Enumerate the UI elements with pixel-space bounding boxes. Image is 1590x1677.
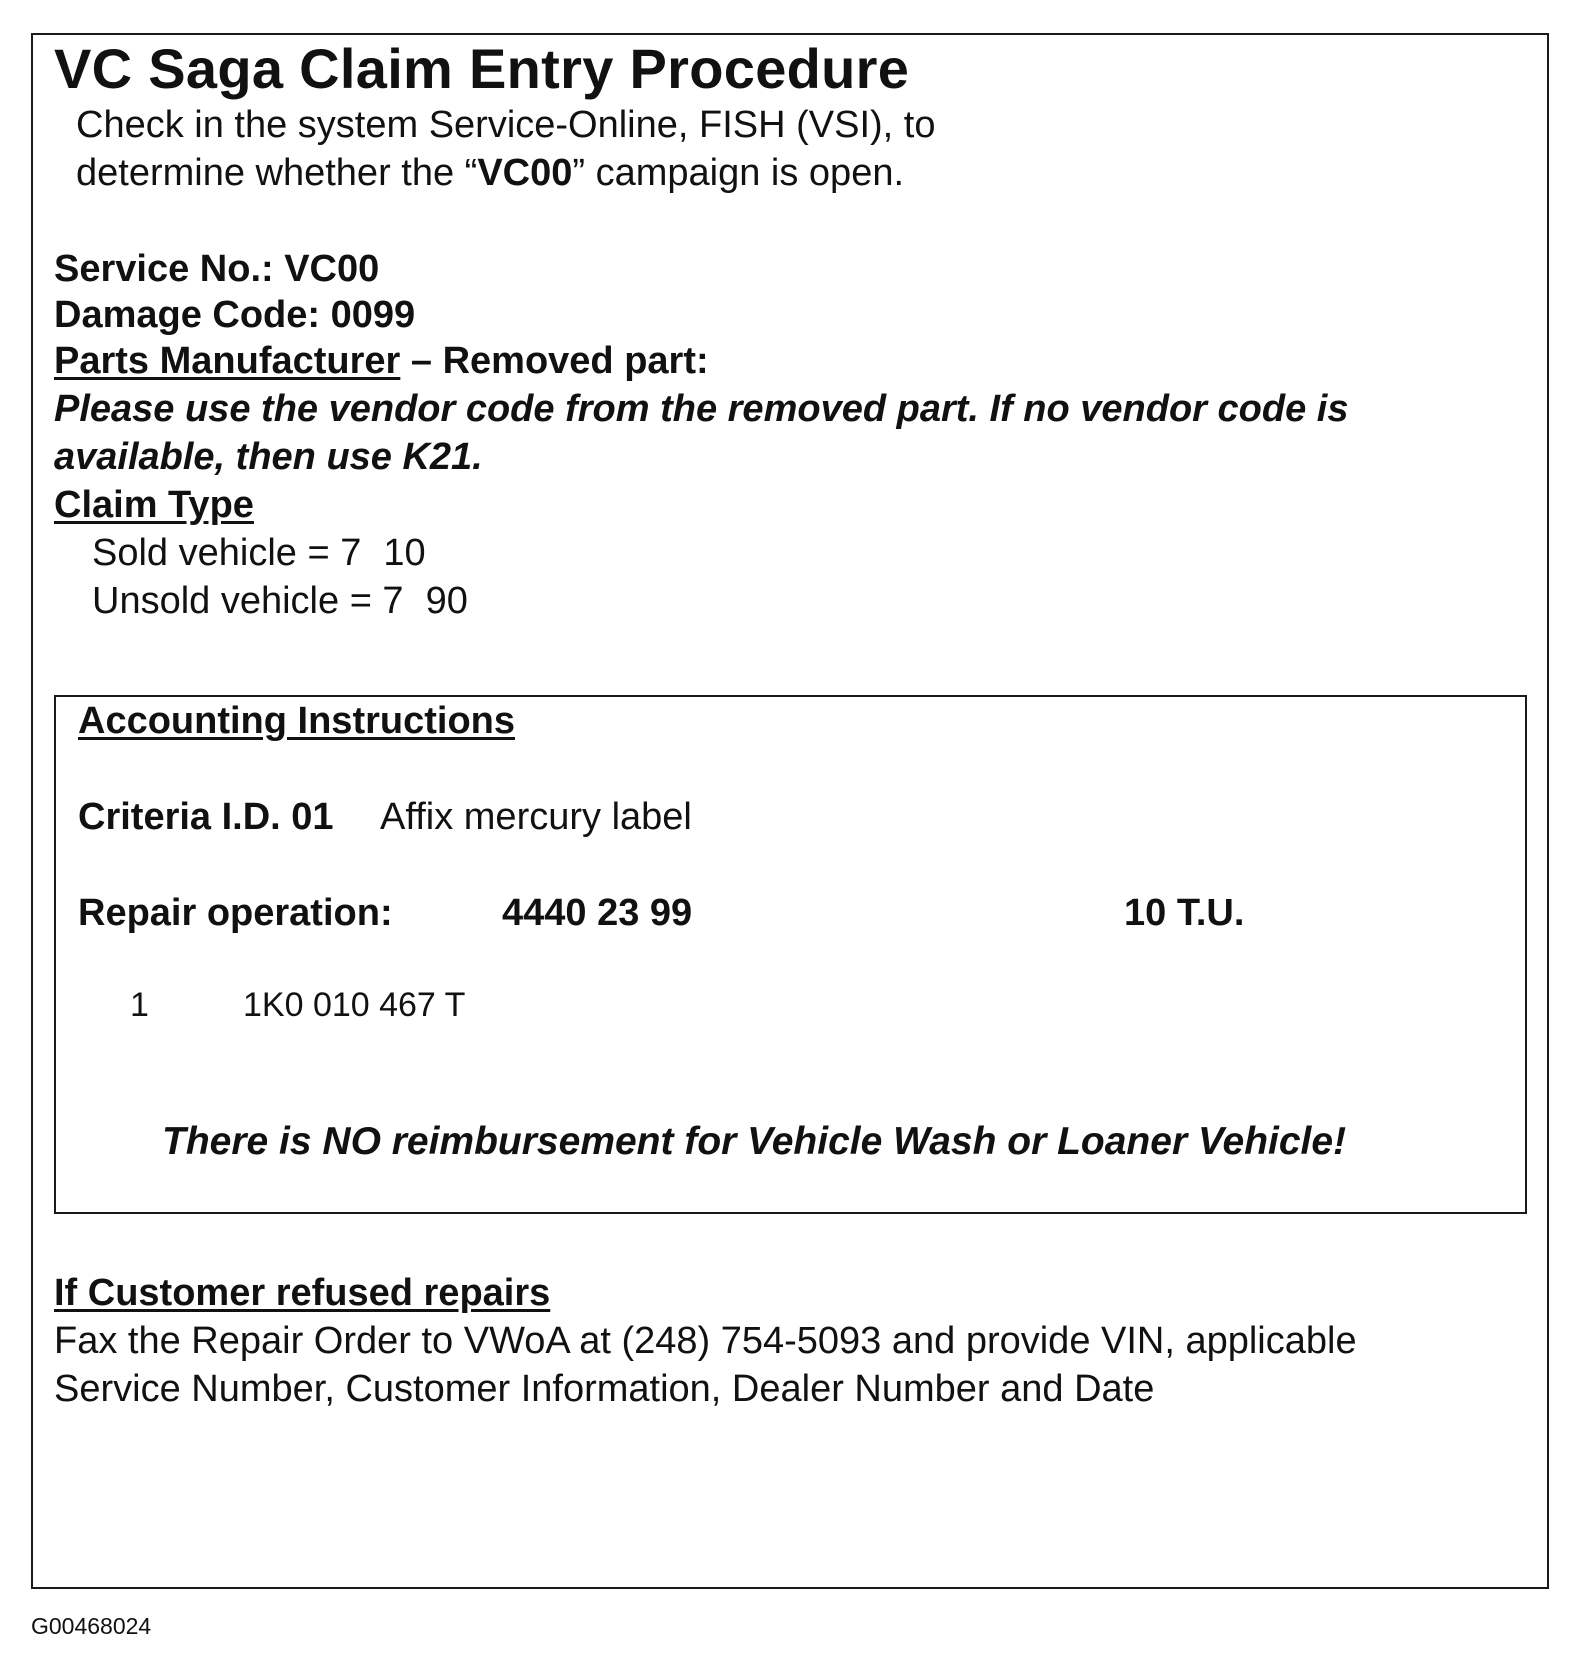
repair-operation-label: Repair operation: <box>78 892 393 934</box>
claim-type-sold <box>92 532 426 575</box>
claim-type-heading <box>54 484 254 527</box>
accounting-heading-label: Accounting Instructions <box>78 700 515 742</box>
claim-type-unsold <box>92 580 468 623</box>
no-reimbursement-notice: There is NO reimbursement for Vehicle Wash or Loaner Vehicle! <box>162 1120 1347 1163</box>
parts-manufacturer-label: Parts Manufacturer <box>54 340 401 382</box>
customer-refused-label: If Customer refused repairs <box>54 1272 551 1314</box>
campaign-code: VC00 <box>477 152 573 194</box>
unsold-vehicle-label: Unsold vehicle = 7 <box>92 580 404 622</box>
intro-line-1: Check in the system Service-Online, FISH (VSI), to <box>76 104 936 146</box>
fax-instruction-line-2: Service Number, Customer Information, Dealer Number and Date <box>54 1368 1155 1410</box>
intro-line-2 <box>76 152 904 195</box>
accounting-heading <box>78 700 515 743</box>
damage-code: Damage Code: 0099 <box>54 294 416 336</box>
customer-refused-heading <box>54 1272 550 1315</box>
intro-line-2-before: determine whether the “ <box>76 152 478 194</box>
parts-manufacturer-rest: – Removed part: <box>400 340 709 382</box>
repair-operation-number: 4440 23 99 <box>502 892 693 934</box>
vendor-code-note-line-1: Please use the vendor code from the removed part. If no vendor code is <box>54 388 1349 430</box>
repair-operation-time-units: 10 T.U. <box>1124 892 1245 934</box>
service-number: Service No.: VC00 <box>54 248 380 290</box>
fax-instruction-line-1: Fax the Repair Order to VWoA at (248) 754-5093 and provide VIN, applicable <box>54 1320 1357 1362</box>
page-title: VC Saga Claim Entry Procedure <box>54 37 910 100</box>
intro-line-2-after: ” campaign is open. <box>572 152 905 194</box>
sold-vehicle-code: 10 <box>383 532 426 574</box>
criteria-id-label: Criteria I.D. 01 <box>78 796 334 838</box>
vendor-code-note-line-2: available, then use K21. <box>54 436 483 478</box>
parts-manufacturer-heading <box>54 340 709 383</box>
part-number: 1K0 010 467 T <box>243 986 466 1024</box>
figure-id: G00468024 <box>31 1613 152 1639</box>
claim-type-label: Claim Type <box>54 484 254 526</box>
unsold-vehicle-code: 90 <box>425 580 468 622</box>
criteria-text: Affix mercury label <box>380 796 692 838</box>
sold-vehicle-label: Sold vehicle = 7 <box>92 532 362 574</box>
part-quantity: 1 <box>130 986 149 1024</box>
